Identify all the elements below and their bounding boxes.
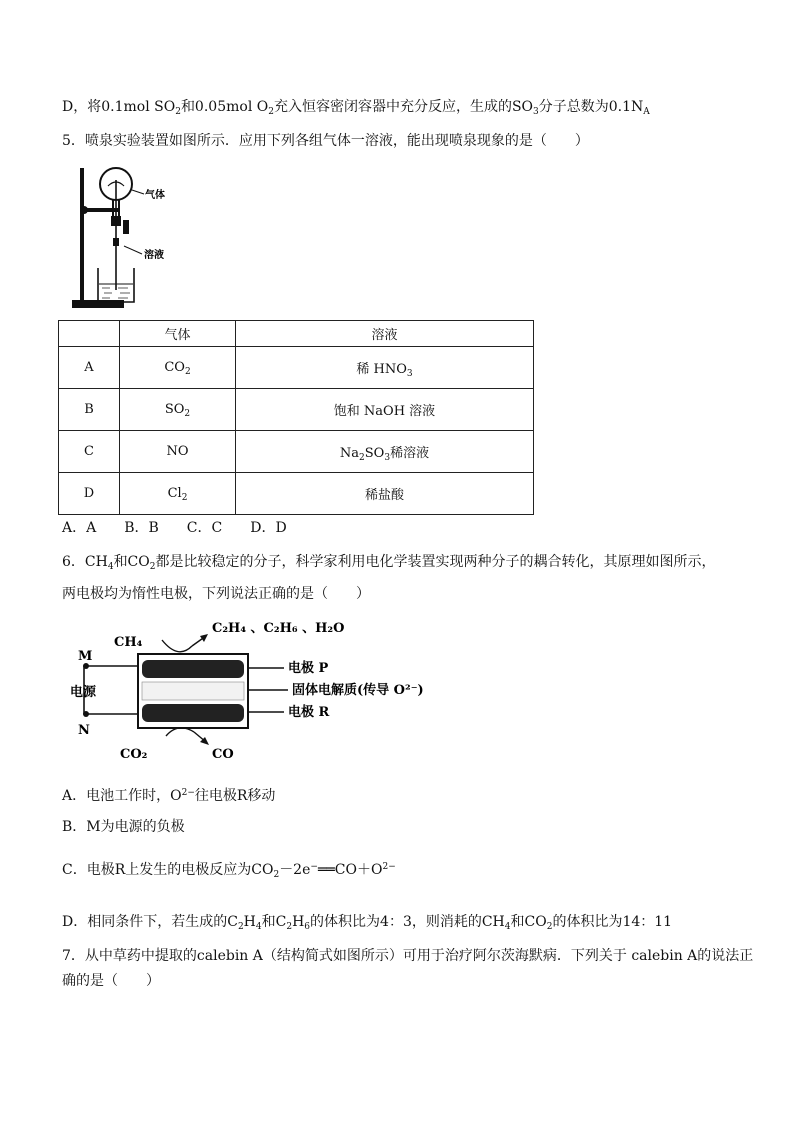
solution-cell: 稀 $HNO_3$ — [236, 347, 534, 389]
sub: A — [643, 107, 650, 117]
options-table — [58, 320, 534, 515]
gas-cell: $SO_2$ — [120, 389, 236, 431]
terminal-m-label: M — [78, 649, 93, 664]
gas-cell: $CO_2$ — [120, 347, 236, 389]
text: 充入恒容密闭容器中充分反应，生成的SO — [273, 99, 534, 115]
sub: 2 — [175, 107, 181, 117]
table-row — [59, 347, 534, 389]
q6-option-b: B．M为电源的负极 — [62, 819, 185, 835]
q4-option-d — [62, 97, 650, 117]
solution-cell: 饱和 NaOH 溶液 — [236, 389, 534, 431]
sub: 2 — [268, 107, 274, 117]
header-cell — [59, 321, 120, 347]
text: 分子总数为0.1N — [538, 99, 644, 115]
q6-option-c: C．电极R上发生的电极反应为$CO_2-2e^-══CO+O^{2-}$ — [62, 862, 396, 880]
q7-stem-line1: 7．从中草药中提取的calebin A（结构简式如图所示）可用于治疗阿尔茨海默病．下列关于 calebin A的说法正 — [62, 948, 754, 964]
option-cell: D — [59, 473, 120, 515]
q7-stem-line2: 确的是（ ） — [62, 973, 160, 989]
gas-cell: $Cl_2$ — [120, 473, 236, 515]
option-cell: C — [59, 431, 120, 473]
q6-stem-line2: 两电极均为惰性电极，下列说法正确的是（ ） — [62, 586, 370, 602]
electrode-p-label: 电极 P — [288, 661, 329, 676]
solution-cell: $Na_2SO_3$稀溶液 — [236, 431, 534, 473]
header-cell-gas: 气体 — [120, 321, 236, 347]
gas-label: 气体 — [145, 190, 165, 201]
power-source-label: 电源 — [70, 685, 97, 700]
q5-stem: 5．喷泉实验装置如图所示．应用下列各组气体一溶液，能出现喷泉现象的是（ ） — [62, 133, 589, 149]
table-header-row — [59, 321, 534, 347]
co-label: CO — [212, 747, 234, 762]
text: D，将0.1mol SO — [62, 99, 176, 115]
terminal-n-label: N — [78, 723, 90, 738]
text: 和0.05mol O — [180, 99, 269, 115]
solution-label: 溶液 — [144, 250, 164, 261]
q6-option-a: A．电池工作时，$O^{2-}$往电极R移动 — [62, 788, 276, 804]
q5-answers: A．A B．B C．C D．D — [62, 520, 287, 536]
fountain-apparatus-diagram — [68, 160, 188, 315]
q6-option-d: D．相同条件下，若生成的$C_2H_4$和$C_2H_6$的体积比为4：3，则消耗的$CH_4$和$CO_2$的体积比为14：11 — [62, 914, 673, 932]
table-row — [59, 431, 534, 473]
electrochemical-cell-diagram — [66, 614, 466, 764]
option-cell: A — [59, 347, 120, 389]
table-row — [59, 473, 534, 515]
header-cell-solution: 溶液 — [236, 321, 534, 347]
option-cell: B — [59, 389, 120, 431]
co2-label: CO₂ — [120, 747, 148, 762]
gas-cell: NO — [120, 431, 236, 473]
sub: 3 — [533, 107, 539, 117]
solution-cell: 稀盐酸 — [236, 473, 534, 515]
products-top-label: C₂H₄ 、C₂H₆ 、H₂O — [212, 621, 345, 636]
electrode-r-label: 电极 R — [288, 705, 330, 720]
electrolyte-label: 固体电解质(传导 O²⁻) — [292, 683, 424, 698]
methane-label: CH₄ — [114, 635, 143, 650]
q6-stem-line1: 6．$CH_4$和$CO_2$都是比较稳定的分子，科学家利用电化学装置实现两种分子的耦合转化，其原理如图所示， — [62, 554, 716, 572]
table-row — [59, 389, 534, 431]
